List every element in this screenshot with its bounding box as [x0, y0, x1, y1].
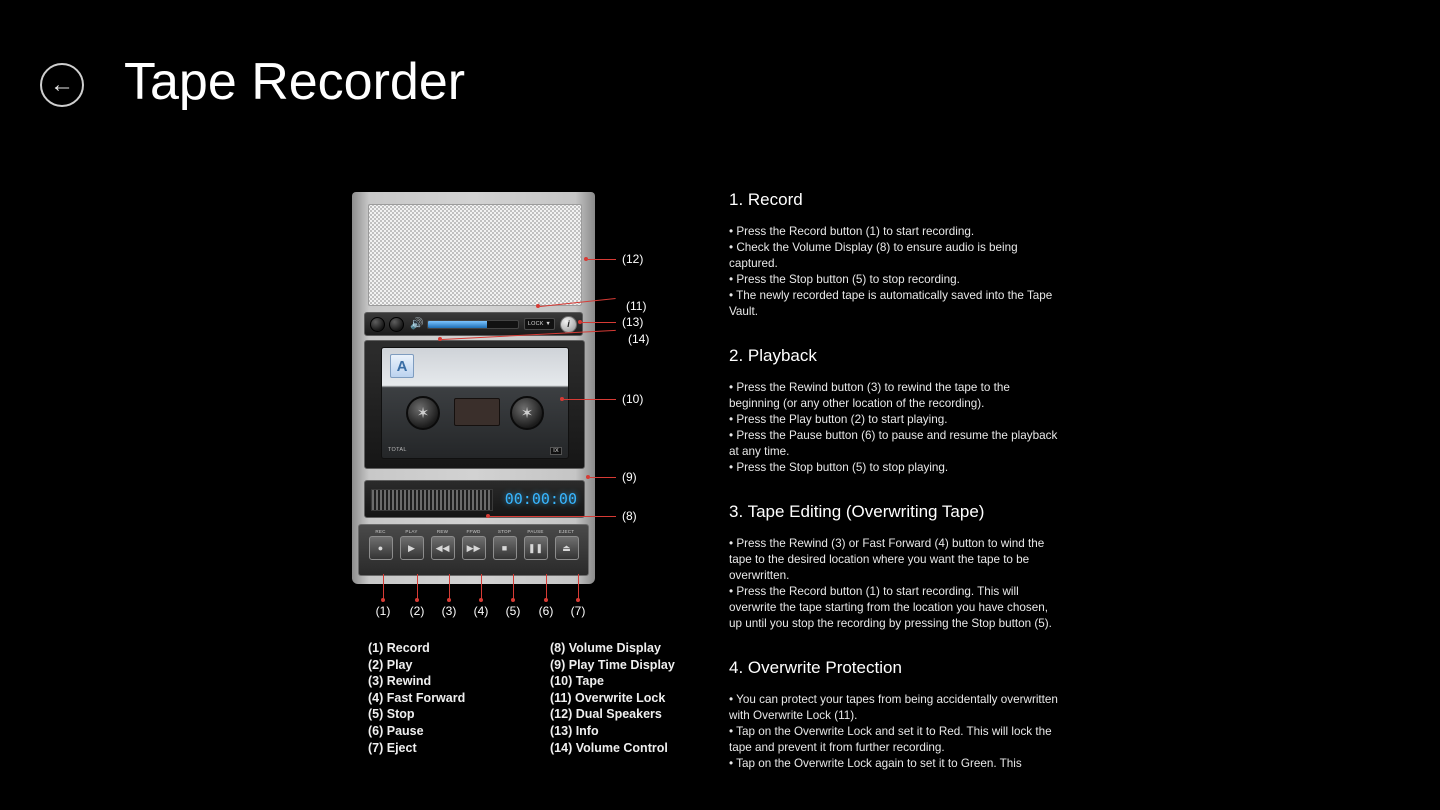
callout-number: (3) — [441, 604, 457, 618]
callout-line — [513, 574, 514, 600]
callout-line — [449, 574, 450, 600]
callout-dot — [447, 598, 451, 602]
play-button-label: PLAY — [405, 529, 418, 534]
section-heading: 1. Record — [729, 190, 803, 209]
callout-dot — [544, 598, 548, 602]
overwrite-lock-button[interactable]: LOCK ▼ — [524, 318, 555, 330]
bullet: • Press the Rewind button (3) to rewind the tape to the beginning (or any other location of the recording). — [729, 381, 1010, 410]
callout-number: (6) — [538, 604, 554, 618]
fast-forward-icon: ▶▶ — [462, 536, 486, 560]
callout-number: (2) — [409, 604, 425, 618]
eject-icon: ⏏ — [555, 536, 579, 560]
stop-button-label: STOP — [497, 529, 512, 534]
legend-item: (12) Dual Speakers — [550, 707, 662, 722]
legend-item: (7) Eject — [368, 740, 417, 755]
tick-eject — [565, 574, 591, 618]
callout-dot — [479, 598, 483, 602]
page-title: Tape Recorder — [124, 53, 466, 111]
bullet: • Press the Stop button (5) to stop playing. — [729, 461, 949, 474]
legend-column-right — [550, 640, 688, 756]
speaker-icon: 🔊 — [410, 317, 424, 330]
callout-dot — [415, 598, 419, 602]
tick-record — [370, 574, 396, 618]
tape-reel-right-icon: ✶ — [510, 396, 544, 430]
app-header — [0, 0, 1440, 150]
rewind-button[interactable] — [431, 529, 455, 560]
knob-two-icon[interactable] — [389, 317, 404, 332]
callout-dot — [381, 598, 385, 602]
callout-number: (5) — [505, 604, 521, 618]
instructions-panel — [729, 190, 1059, 772]
callout-line — [588, 259, 616, 260]
bullet: • Check the Volume Display (8) to ensure audio is being captured. — [729, 241, 1018, 270]
legend-item: (4) Fast Forward — [368, 690, 466, 705]
callout-line — [490, 516, 616, 517]
legend-item: (5) Stop — [368, 707, 415, 722]
bullet: • Press the Play button (2) to start playing. — [729, 413, 948, 426]
tape-recorder-illustration — [350, 190, 680, 790]
transport-callout-ticks — [356, 574, 587, 620]
eject-button-label: EJECT — [558, 529, 575, 534]
rewind-button-label: REW — [436, 529, 449, 534]
back-button[interactable] — [40, 63, 84, 107]
tick-fast-forward — [468, 574, 494, 618]
bullet: • Press the Stop button (5) to stop recording. — [729, 273, 960, 286]
pause-button-label: PAUSE — [527, 529, 544, 534]
tape-recorder-device — [352, 192, 595, 584]
callout-number: (4) — [473, 604, 489, 618]
callout-line — [582, 322, 616, 323]
volume-display — [371, 489, 493, 511]
eject-button[interactable] — [555, 529, 579, 560]
callout-number: (1) — [375, 604, 391, 618]
legend-item: (11) Overwrite Lock — [550, 690, 666, 705]
callout-line — [578, 574, 579, 600]
record-icon: ● — [369, 536, 393, 560]
tape-cassette[interactable] — [381, 347, 569, 459]
callout-line — [546, 574, 547, 600]
cassette-footer — [382, 447, 568, 455]
tape-reel-left-icon: ✶ — [406, 396, 440, 430]
callout-play-time — [586, 471, 637, 483]
callout-dot — [576, 598, 580, 602]
callout-number: (9) — [622, 470, 637, 484]
section-overwrite-protection — [729, 658, 1059, 772]
pause-button[interactable] — [524, 529, 548, 560]
bullet: • Tap on the Overwrite Lock and set it to Red. This will lock the tape and prevent it from further recording. — [729, 725, 1052, 754]
cassette-side-label: A — [390, 354, 414, 378]
tick-stop — [500, 574, 526, 618]
volume-control-slider[interactable] — [427, 320, 519, 329]
pause-icon: ❚❚ — [524, 536, 548, 560]
volume-slider-fill — [428, 321, 487, 328]
callout-info — [578, 316, 643, 328]
section-heading: 4. Overwrite Protection — [729, 658, 902, 677]
record-button[interactable] — [369, 529, 393, 560]
play-button[interactable] — [400, 529, 424, 560]
tape-window — [364, 340, 585, 469]
callout-dual-speakers — [584, 253, 643, 265]
legend-item: (10) Tape — [550, 674, 604, 689]
dual-speakers — [368, 204, 582, 306]
section-tape-editing — [729, 502, 1059, 632]
legend — [368, 640, 688, 756]
info-button[interactable]: i — [560, 316, 577, 333]
bullet: • Press the Pause button (6) to pause and resume the playback at any time. — [729, 429, 1058, 458]
play-time-display: 00:00:00 — [504, 490, 577, 508]
callout-volume-control — [438, 333, 649, 345]
callout-number: (13) — [622, 315, 644, 329]
callout-dot — [511, 598, 515, 602]
back-arrow-icon: ← — [50, 71, 74, 98]
bullet: • The newly recorded tape is automatically saved into the Tape Vault. — [729, 289, 1053, 318]
knob-one-icon[interactable] — [370, 317, 385, 332]
fast-forward-button-label: FFWD — [466, 529, 481, 534]
legend-item: (2) Play — [368, 657, 413, 672]
section-heading: 3. Tape Editing (Overwriting Tape) — [729, 502, 985, 521]
legend-item: (8) Volume Display — [550, 641, 661, 655]
callout-number: (11) — [626, 299, 647, 313]
section-heading: 2. Playback — [729, 346, 817, 365]
legend-item: (6) Pause — [368, 723, 424, 738]
callout-volume-display — [486, 510, 637, 522]
section-record — [729, 190, 1059, 320]
callout-line — [417, 574, 418, 600]
stop-icon: ■ — [493, 536, 517, 560]
callout-number: (8) — [622, 509, 637, 523]
legend-item: (13) Info — [550, 723, 599, 738]
bullet: • Press the Rewind (3) or Fast Forward (4) button to wind the tape to the desired location where you want the tape to be overwritten. — [729, 537, 1045, 582]
bullet: • Tap on the Overwrite Lock again to set it to Green. This — [729, 757, 1022, 770]
callout-number: (7) — [570, 604, 586, 618]
callout-line — [590, 477, 616, 478]
stop-button[interactable] — [493, 529, 517, 560]
legend-item: (1) Record — [368, 641, 430, 655]
rewind-icon: ◀◀ — [431, 536, 455, 560]
tick-pause — [533, 574, 559, 618]
callout-line — [383, 574, 384, 600]
transport-controls — [358, 524, 589, 576]
legend-column-left — [368, 640, 506, 756]
tick-play — [404, 574, 430, 618]
callout-number: (10) — [622, 392, 644, 406]
callout-number: (14) — [628, 332, 650, 346]
tape-center-window — [454, 398, 500, 426]
bullet: • Press the Record button (1) to start recording. This will overwrite the tape starting from the location you have chosen, up until you stop the recording by pressing the Stop button (5). — [729, 585, 1052, 630]
legend-item: (3) Rewind — [368, 674, 432, 689]
cassette-total-label: TOTAL — [388, 447, 407, 453]
legend-item: (9) Play Time Display — [550, 657, 675, 672]
bullet: • Press the Record button (1) to start recording. — [729, 225, 975, 238]
callout-number: (12) — [622, 252, 644, 266]
bullet: • You can protect your tapes from being accidentally overwritten with Overwrite Lock (11). — [729, 693, 1058, 722]
callout-tape — [560, 393, 643, 405]
callout-line — [481, 574, 482, 600]
section-playback — [729, 346, 1059, 476]
cassette-type-label: IX — [550, 447, 562, 455]
callout-line — [564, 399, 616, 400]
tick-rewind — [436, 574, 462, 618]
callout-overwrite-lock — [536, 300, 646, 312]
fast-forward-button[interactable] — [462, 529, 486, 560]
record-button-label: REC — [375, 529, 386, 534]
legend-item: (14) Volume Control — [550, 740, 668, 755]
play-icon: ▶ — [400, 536, 424, 560]
